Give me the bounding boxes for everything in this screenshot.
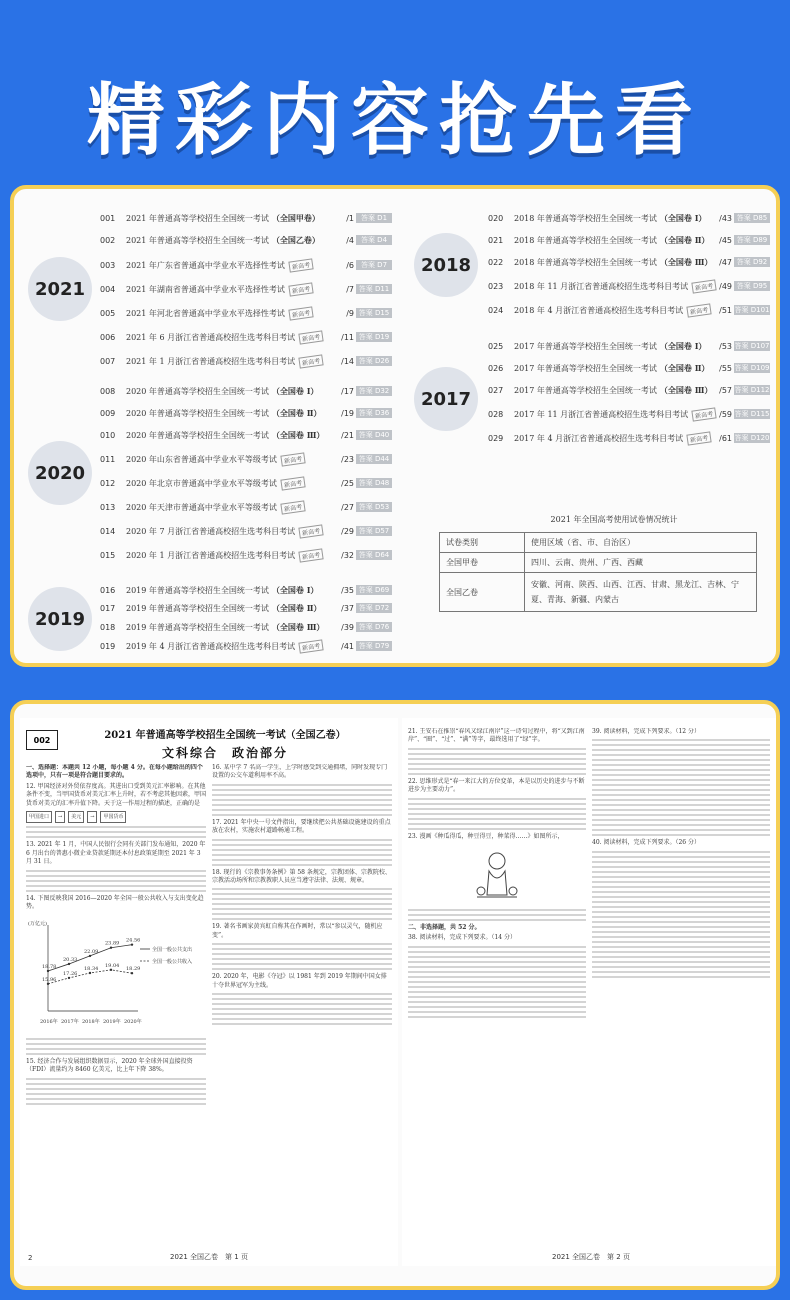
question-22: 22. 思维形式是“春一来江大的方位変革，本是以历史的进步与不断进步为主要动力”。 [408, 777, 585, 794]
new-gaokao-stamp-icon: 新高考 [692, 279, 717, 293]
toc-title: 2017 年普通高等学校招生全国统一考试 [514, 363, 657, 373]
toc-entry[interactable] [488, 431, 770, 445]
toc-paper-type: （全国卷 Ⅰ） [271, 584, 319, 595]
data-label: 18.34 [84, 966, 99, 973]
data-point [89, 972, 91, 974]
text-lines [212, 839, 392, 866]
toc-entry[interactable] [100, 548, 392, 562]
toc-paper-type: （全国卷 Ⅰ） [659, 340, 707, 351]
toc-number: 011 [100, 454, 116, 464]
toc-entry[interactable] [488, 233, 770, 247]
usage-cell: 安徽、河南、陕西、山西、江西、甘肃、黑龙江、吉林、宁夏、青海、新疆、内蒙古 [525, 573, 757, 612]
toc-answer-badge: 答案 D1 [356, 213, 392, 223]
toc-title: 2019 年 4 月浙江省普通高校招生选考科目考试 [126, 641, 296, 651]
new-gaokao-stamp-icon: 新高考 [288, 258, 313, 272]
toc-title: 2018 年 4 月浙江省普通高校招生选考科目考试 [514, 305, 684, 315]
toc-entry[interactable] [100, 601, 392, 615]
usage-row [440, 573, 757, 612]
toc-number: 027 [488, 385, 504, 395]
toc-entry[interactable] [100, 354, 392, 368]
toc-number: 019 [100, 641, 116, 651]
toc-paper-type: （全国卷 Ⅲ） [659, 384, 713, 395]
toc-answer-badge: 答案 D95 [734, 281, 770, 291]
toc-title: 2018 年普通高等学校招生全国统一考试 [514, 257, 657, 267]
toc-paper-type: （全国卷 Ⅱ） [271, 407, 322, 418]
toc-answer-badge: 答案 D4 [356, 235, 392, 245]
toc-page: /47 [719, 257, 732, 267]
toc-answer-badge: 答案 D19 [356, 332, 392, 342]
toc-paper-type: （全国乙卷） [271, 234, 320, 245]
section1-heading: 一、选择题：本题共 12 小题，每小题 4 分。在每小题给出的四个选项中，只有一项是符合题目要求的。 [26, 764, 203, 780]
toc-title: 2019 年普通高等学校招生全国统一考试 [126, 603, 269, 613]
toc-entry[interactable] [100, 258, 392, 272]
toc-title: 2020 年山东省普通高中学业水平等级考试 [126, 454, 277, 464]
toc-page: /17 [341, 386, 354, 396]
toc-number: 013 [100, 502, 116, 512]
toc-entry[interactable] [488, 339, 770, 353]
toc-entry[interactable] [100, 233, 392, 247]
data-label: 19.04 [105, 963, 120, 970]
toc-answer-badge: 答案 D92 [734, 257, 770, 267]
text-lines [212, 943, 392, 970]
toc-number: 028 [488, 409, 504, 419]
toc-title: 2020 年北京市普通高中学业水平等级考试 [126, 478, 277, 488]
usage-table [439, 532, 757, 612]
exam-page-right [402, 718, 776, 1266]
toc-title: 2021 年 6 月浙江省普通高校招生选考科目考试 [126, 332, 296, 342]
toc-number: 010 [100, 430, 116, 440]
x-tick-label: 2020年 [124, 1019, 142, 1026]
toc-entry[interactable] [488, 255, 770, 269]
usage-cell: 四川、云南、贵州、广西、西藏 [525, 553, 757, 573]
toc-entry[interactable] [488, 383, 770, 397]
toc-entry[interactable] [100, 639, 392, 653]
toc-number: 007 [100, 356, 116, 366]
toc-answer-badge: 答案 D36 [356, 408, 392, 418]
toc-page: /25 [341, 478, 354, 488]
toc-answer-badge: 答案 D89 [734, 235, 770, 245]
new-gaokao-stamp-icon: 新高考 [298, 639, 323, 653]
year-2019: 2019 [28, 587, 92, 651]
toc-paper-type: （全国卷 Ⅰ） [271, 385, 319, 396]
toc-entry[interactable] [488, 211, 770, 225]
toc-number: 024 [488, 305, 504, 315]
new-gaokao-stamp-icon: 新高考 [298, 548, 323, 562]
toc-page: /7 [346, 284, 354, 294]
toc-title: 2020 年 1 月浙江省普通高校招生选考科目考试 [126, 550, 296, 560]
toc-page: /11 [341, 332, 354, 342]
toc-answer-badge: 答案 D120 [734, 434, 770, 442]
toc-page: /55 [719, 363, 732, 373]
toc-entry[interactable] [100, 282, 392, 296]
toc-answer-badge: 答案 D69 [356, 585, 392, 595]
toc-title: 2021 年湖南省普通高中学业水平选择性考试 [126, 284, 285, 294]
text-lines [592, 851, 770, 978]
text-lines [592, 739, 770, 836]
toc-paper-type: （全国卷 Ⅱ） [271, 602, 322, 613]
cartoon-illustration [467, 845, 527, 905]
flow-diagram: 甲国进口 → 美元 → 甲国货币 [26, 811, 206, 823]
toc-page: /45 [719, 235, 732, 245]
new-gaokao-stamp-icon: 新高考 [298, 330, 323, 344]
toc-panel [10, 185, 780, 667]
data-label: 18.29 [126, 966, 141, 973]
toc-answer-badge: 答案 D115 [734, 410, 770, 418]
toc-number: 026 [488, 363, 504, 373]
text-lines [26, 1078, 206, 1105]
toc-answer-badge: 答案 D40 [356, 430, 392, 440]
toc-entry[interactable] [100, 500, 392, 514]
toc-title: 2017 年 4 月浙江省普通高校招生选考科目考试 [514, 433, 684, 443]
right-column-1 [408, 728, 586, 1244]
x-tick-label: 2019年 [103, 1019, 121, 1026]
question-39: 39. 阅读材料，完成下列要求。（12 分） [592, 728, 700, 735]
toc-number: 029 [488, 433, 504, 443]
toc-title: 2021 年广东省普通高中学业水平选择性考试 [126, 260, 285, 270]
toc-number: 002 [100, 235, 116, 245]
toc-page: /49 [719, 281, 732, 291]
page-footer: 2021 全国乙卷 第 2 页 [552, 1253, 630, 1261]
toc-answer-badge: 答案 D57 [356, 526, 392, 536]
toc-entry[interactable] [488, 279, 770, 293]
toc-number: 004 [100, 284, 116, 294]
toc-answer-badge: 答案 D101 [734, 306, 770, 314]
toc-number: 021 [488, 235, 504, 245]
new-gaokao-stamp-icon: 新高考 [288, 282, 313, 296]
sample-pages-panel [10, 700, 780, 1290]
question-38: 38. 阅读材料，完成下列要求。（14 分） [408, 934, 516, 942]
toc-number: 015 [100, 550, 116, 560]
y-axis-label: (万亿元) [28, 921, 47, 928]
toc-number: 003 [100, 260, 116, 270]
toc-entry[interactable] [100, 452, 392, 466]
toc-paper-type: （全国卷 Ⅲ） [659, 256, 713, 267]
year-2021: 2021 [28, 257, 92, 321]
text-lines [408, 748, 586, 775]
toc-left-list [100, 211, 392, 661]
data-label: 24.56 [126, 938, 141, 945]
toc-page: /43 [719, 213, 732, 223]
toc-page: /41 [341, 641, 354, 651]
toc-page: /9 [346, 308, 354, 318]
toc-title: 2017 年 11 月浙江省普通高校招生选考科目考试 [514, 409, 689, 419]
toc-right-list [488, 211, 770, 471]
data-point [131, 944, 133, 946]
data-label: 18.78 [42, 964, 57, 971]
data-point [89, 955, 91, 957]
toc-number: 001 [100, 213, 116, 223]
toc-number: 020 [488, 213, 504, 223]
right-column-2 [592, 728, 770, 1244]
toc-answer-badge: 答案 D85 [734, 213, 770, 223]
toc-entry[interactable] [100, 330, 392, 344]
toc-title: 2020 年普通高等学校招生全国统一考试 [126, 430, 269, 440]
toc-page: /4 [346, 235, 354, 245]
usage-header-row [440, 533, 757, 553]
year-2018: 2018 [414, 233, 478, 297]
new-gaokao-stamp-icon: 新高考 [280, 500, 305, 514]
toc-paper-type: （全国卷 Ⅲ） [271, 621, 325, 632]
headline: 精彩内容抢先看 [86, 76, 703, 166]
text-lines [408, 909, 586, 921]
toc-page: /39 [341, 622, 354, 632]
toc-number: 008 [100, 386, 116, 396]
toc-answer-badge: 答案 D15 [356, 308, 392, 318]
toc-answer-badge: 答案 D72 [356, 603, 392, 613]
usage-cell: 全国乙卷 [440, 573, 525, 612]
toc-page: /59 [719, 409, 732, 419]
usage-row [440, 553, 757, 573]
text-lines [26, 1038, 206, 1055]
toc-page: /29 [341, 526, 354, 536]
toc-title: 2020 年 7 月浙江省普通高校招生选考科目考试 [126, 526, 296, 536]
toc-page: /19 [341, 408, 354, 418]
toc-answer-badge: 答案 D64 [356, 550, 392, 560]
new-gaokao-stamp-icon: 新高考 [692, 407, 717, 421]
question-20: 20. 2020 年，电影《夺冠》以 1981 年到 2019 年期间中国女排十夺世界冠军为主线。 [212, 973, 387, 989]
toc-title: 2017 年普通高等学校招生全国统一考试 [514, 385, 657, 395]
toc-entry[interactable] [100, 306, 392, 320]
toc-title: 2018 年 11 月浙江省普通高校招生选考科目考试 [514, 281, 689, 291]
usage-header-type: 试卷类别 [440, 533, 525, 553]
legend-label: 全国一般公共收入 [152, 959, 193, 966]
text-lines [212, 993, 392, 1025]
toc-title: 2018 年普通高等学校招生全国统一考试 [514, 235, 657, 245]
x-tick-label: 2018年 [82, 1019, 100, 1026]
toc-title: 2018 年普通高等学校招生全国统一考试 [514, 213, 657, 223]
revenue-expenditure-chart [26, 917, 202, 1027]
toc-page: /21 [341, 430, 354, 440]
toc-number: 016 [100, 585, 116, 595]
usage-cell: 全国甲卷 [440, 553, 525, 573]
toc-page: /35 [341, 585, 354, 595]
toc-number: 018 [100, 622, 116, 632]
question-18: 18. 现行的《宗教事务条例》第 58 条规定，宗教团体、宗教院校、宗教活动场所和宗教教职人员应当遵守法律、法规、规章。 [212, 868, 391, 885]
toc-entry[interactable] [100, 524, 392, 538]
toc-answer-badge: 答案 D11 [356, 284, 392, 294]
section2-heading: 二、非选择题，共 52 分。 [408, 924, 481, 932]
page-number: 2 [28, 1254, 33, 1262]
usage-title: 2021 年全国高考使用试卷情况统计 [550, 515, 678, 524]
left-column-1 [26, 764, 206, 1244]
exam-page-left [20, 718, 398, 1266]
toc-answer-badge: 答案 D109 [734, 364, 770, 372]
data-point [47, 970, 49, 972]
toc-paper-type: （全国卷 Ⅰ） [659, 212, 707, 223]
data-point [68, 977, 70, 979]
question-14: 14. 下图反映我国 2016—2020 年全国一般公共收入与支出变化趋势。 [26, 894, 204, 911]
new-gaokao-stamp-icon: 新高考 [288, 306, 313, 320]
toc-answer-badge: 答案 D112 [734, 386, 770, 394]
text-lines [212, 888, 392, 920]
question-19: 19. 著名书画家黄宾虹自称其在作画时，常以“参以灵气，随机应变”。 [212, 923, 383, 939]
exam-title: 2021 年普通高等学校招生全国统一考试（全国乙卷） [104, 730, 346, 741]
new-gaokao-stamp-icon: 新高考 [686, 303, 711, 317]
toc-page: /53 [719, 341, 732, 351]
toc-title: 2017 年普通高等学校招生全国统一考试 [514, 341, 657, 351]
data-label: 17.26 [63, 971, 78, 978]
question-17: 17. 2021 年中央一号文件指出，要继续把公共基础设施建设的重点放在农村，实施农村道路畅通工程。 [212, 818, 391, 835]
toc-answer-badge: 答案 D26 [356, 356, 392, 366]
toc-title: 2019 年普通高等学校招生全国统一考试 [126, 622, 269, 632]
toc-page: /37 [341, 603, 354, 613]
toc-entry[interactable] [100, 476, 392, 490]
new-gaokao-stamp-icon: 新高考 [686, 431, 711, 445]
data-point [131, 973, 133, 975]
toc-page: /32 [341, 550, 354, 560]
toc-page: /51 [719, 305, 732, 315]
toc-answer-badge: 答案 D7 [356, 260, 392, 270]
toc-number: 014 [100, 526, 116, 536]
toc-answer-badge: 答案 D44 [356, 454, 392, 464]
new-gaokao-stamp-icon: 新高考 [280, 476, 305, 490]
toc-entry[interactable] [100, 428, 392, 442]
toc-paper-type: （全国卷 Ⅱ） [659, 362, 710, 373]
legend-label: 全国一般公共支出 [152, 947, 193, 954]
data-label: 15.96 [42, 977, 57, 984]
toc-number: 009 [100, 408, 116, 418]
question-13: 13. 2021 年 1 月，中国人民银行会同有关部门发布通知，2020 年 6 月出台的普惠小微企业贷款延期还本付息政策延期至 2021 年 3 月 31 日。 [26, 841, 206, 866]
toc-title: 2020 年普通高等学校招生全国统一考试 [126, 386, 269, 396]
toc-answer-badge: 答案 D107 [734, 342, 770, 350]
toc-title: 2021 年 1 月浙江省普通高校招生选考科目考试 [126, 356, 296, 366]
question-15: 15. 经济合作与发展组织数据显示，2020 年全球外国直接投资（FDI）流量约为 8460 亿美元，比上年下降 38%。 [26, 1057, 193, 1074]
toc-entry[interactable] [100, 583, 392, 597]
data-point [110, 969, 112, 971]
toc-page: /23 [341, 454, 354, 464]
toc-answer-badge: 答案 D79 [356, 641, 392, 651]
toc-entry[interactable] [100, 620, 392, 634]
toc-number: 022 [488, 257, 504, 267]
question-21: 21. 王安石在推崇“春风又绿江南岸”这一诗句过程中，将“又到江南岸”、“圈”、“过”、“满”等字，最终选用了“绿”字。 [408, 728, 585, 744]
new-gaokao-stamp-icon: 新高考 [298, 354, 323, 368]
toc-title: 2021 年河北省普通高中学业水平选择性考试 [126, 308, 285, 318]
toc-number: 023 [488, 281, 504, 291]
toc-page: /14 [341, 356, 354, 366]
toc-entry[interactable] [488, 407, 770, 421]
data-label: 22.09 [84, 949, 99, 956]
toc-entry[interactable] [488, 361, 770, 375]
toc-page: /6 [346, 260, 354, 270]
question-40: 40. 阅读材料，完成下列要求。（26 分） [592, 839, 700, 847]
toc-answer-badge: 答案 D32 [356, 386, 392, 396]
text-lines [26, 826, 206, 838]
page-badge: 002 [26, 730, 58, 750]
x-tick-label: 2017年 [61, 1019, 79, 1026]
data-point [110, 947, 112, 949]
toc-number: 006 [100, 332, 116, 342]
text-lines [212, 784, 392, 816]
left-column-2 [212, 764, 392, 1244]
question-16: 16. 某中学 7 名高一学生，上学时感受到交通拥堵，同时发现专门设置的公交车道利用率不高。 [212, 764, 388, 780]
toc-page: /27 [341, 502, 354, 512]
year-2017: 2017 [414, 367, 478, 431]
toc-answer-badge: 答案 D48 [356, 478, 392, 488]
toc-paper-type: （全国甲卷） [271, 212, 320, 223]
usage-header-region: 使用区域（省、市、自治区） [525, 533, 757, 553]
exam-subtitle: 文科综合 政治部分 [161, 746, 288, 760]
toc-page: /61 [719, 433, 732, 443]
toc-entry[interactable] [100, 211, 392, 225]
question-23: 23. 漫画《种瓜得瓜，种豆得豆，种菜得……》如图所示， [408, 832, 564, 840]
toc-title: 2019 年普通高等学校招生全国统一考试 [126, 585, 269, 595]
toc-number: 025 [488, 341, 504, 351]
text-lines [26, 870, 206, 892]
data-label: 23.89 [105, 941, 120, 948]
new-gaokao-stamp-icon: 新高考 [280, 452, 305, 466]
data-point [68, 963, 70, 965]
toc-title: 2021 年普通高等学校招生全国统一考试 [126, 235, 269, 245]
new-gaokao-stamp-icon: 新高考 [298, 524, 323, 538]
toc-page: /57 [719, 385, 732, 395]
toc-number: 012 [100, 478, 116, 488]
toc-entry[interactable] [100, 406, 392, 420]
toc-title: 2020 年天津市普通高中学业水平等级考试 [126, 502, 277, 512]
x-tick-label: 2016年 [40, 1019, 58, 1026]
page-footer: 2021 全国乙卷 第 1 页 [170, 1253, 248, 1261]
toc-answer-badge: 答案 D76 [356, 622, 392, 632]
toc-title: 2021 年普通高等学校招生全国统一考试 [126, 213, 269, 223]
toc-entry[interactable] [488, 303, 770, 317]
question-12: 12. 甲国经济对外贸依存度高。其进出口受到美元汇率影响。在其他条件不变，当甲国货币对美元汇率上升时，若不考虑其他因素，甲国货币对美元的汇率升值下降。天于这一作用过程的描述，正确的是 [26, 782, 206, 807]
toc-paper-type: （全国卷 Ⅱ） [659, 234, 710, 245]
year-2020: 2020 [28, 441, 92, 505]
data-point [47, 983, 49, 985]
text-lines [408, 798, 586, 830]
toc-page: /1 [346, 213, 354, 223]
toc-paper-type: （全国卷 Ⅲ） [271, 429, 325, 440]
data-label: 20.33 [63, 957, 78, 964]
toc-entry[interactable] [100, 384, 392, 398]
text-lines [408, 946, 586, 1018]
toc-number: 005 [100, 308, 116, 318]
toc-answer-badge: 答案 D53 [356, 502, 392, 512]
toc-number: 017 [100, 603, 116, 613]
toc-title: 2020 年普通高等学校招生全国统一考试 [126, 408, 269, 418]
